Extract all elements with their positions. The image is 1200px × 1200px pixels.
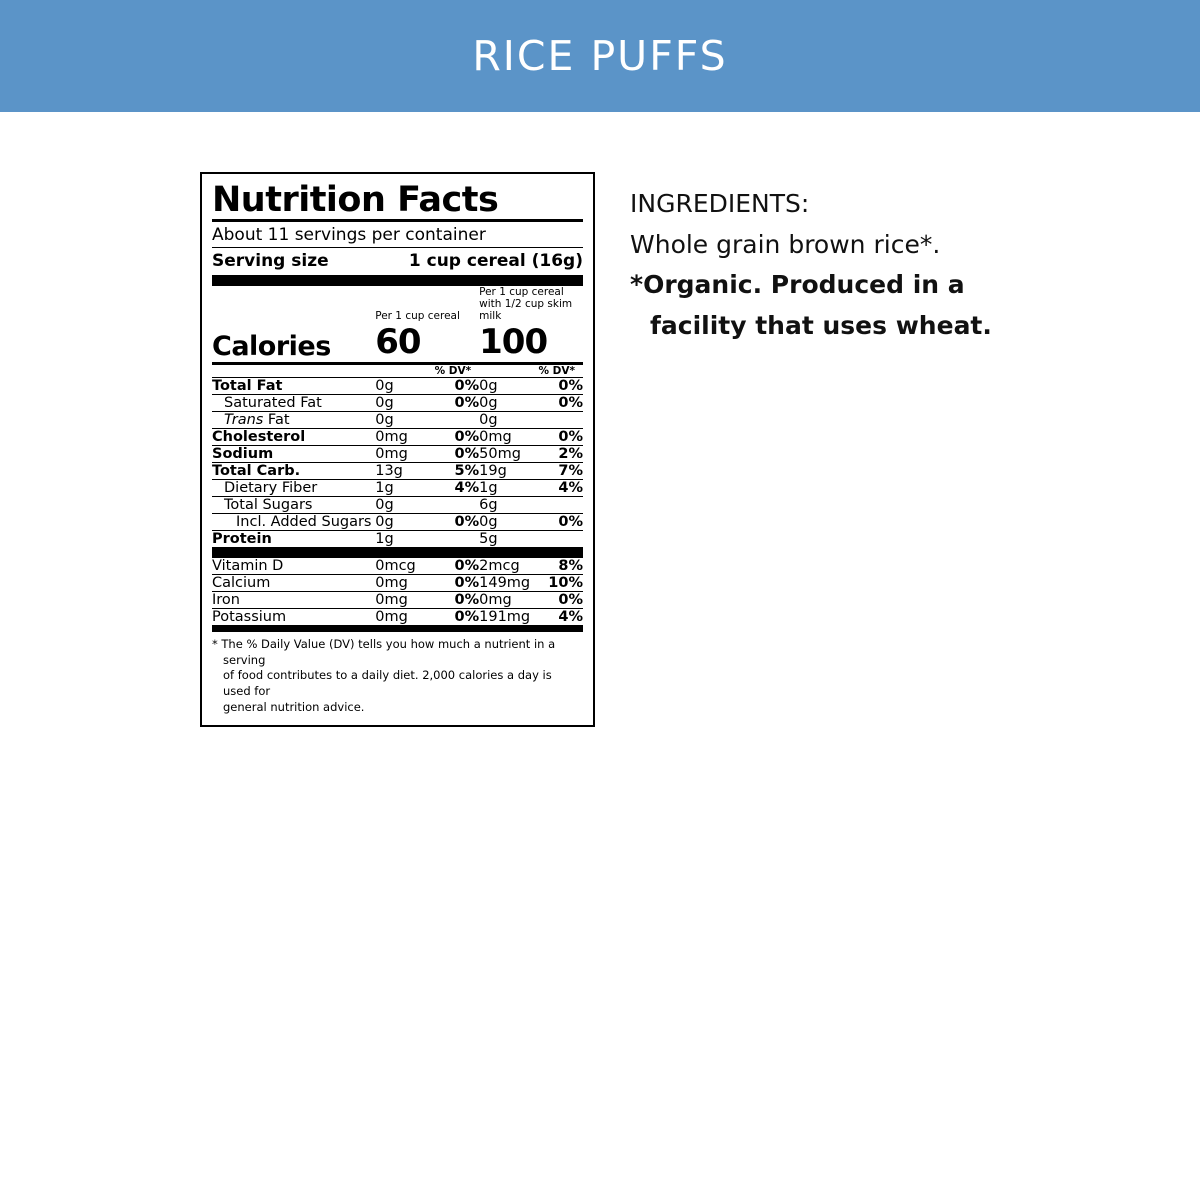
dv-header-a: % DV* bbox=[435, 363, 480, 377]
calories-value-b: 100 bbox=[479, 322, 583, 364]
col-b-amount: 0g bbox=[479, 513, 538, 530]
col-b-daily-value bbox=[538, 530, 583, 547]
col-a-daily-value: 0% bbox=[435, 592, 480, 609]
col-a-amount: 1g bbox=[375, 530, 434, 547]
nutrient-row bbox=[212, 479, 583, 496]
col-a-amount: 0mg bbox=[375, 609, 434, 626]
footnote-line-3: general nutrition advice. bbox=[223, 699, 365, 714]
vitamin-name: Potassium bbox=[212, 609, 375, 626]
col-a-daily-value: 0% bbox=[435, 558, 480, 575]
column-header-row bbox=[212, 286, 583, 322]
nutrient-name: Total Carb. bbox=[212, 462, 375, 479]
col-b-amount: 0mg bbox=[479, 592, 538, 609]
col-a-amount: 0g bbox=[375, 411, 434, 428]
col-b-amount: 149mg bbox=[479, 575, 538, 592]
column-a-header: Per 1 cup cereal bbox=[375, 309, 460, 322]
ingredients-line-2: *Organic. Produced in a bbox=[630, 270, 965, 299]
nutrient-row bbox=[212, 377, 583, 394]
col-a-daily-value: 0% bbox=[435, 513, 480, 530]
col-b-daily-value bbox=[538, 411, 583, 428]
servings-per-container: About 11 servings per container bbox=[212, 224, 486, 245]
col-b-daily-value: 4% bbox=[538, 479, 583, 496]
nutrient-name: Cholesterol bbox=[212, 428, 375, 445]
col-b-daily-value: 0% bbox=[538, 513, 583, 530]
nutrient-name-italic: Trans bbox=[224, 411, 264, 428]
col-a-amount: 13g bbox=[375, 462, 434, 479]
col-a-amount: 0mcg bbox=[375, 558, 434, 575]
footnote-line-2: of food contributes to a daily diet. 2,000 calories a day is used for bbox=[223, 668, 552, 698]
nutrient-name: Total Fat bbox=[212, 377, 375, 394]
col-a-amount: 0g bbox=[375, 394, 434, 411]
nutrient-row bbox=[212, 462, 583, 479]
ingredients-line-1: Whole grain brown rice*. bbox=[630, 229, 941, 259]
col-b-daily-value: 0% bbox=[538, 377, 583, 394]
col-a-daily-value bbox=[435, 496, 480, 513]
col-b-amount: 0mg bbox=[479, 428, 538, 445]
col-b-amount: 191mg bbox=[479, 609, 538, 626]
nutrient-name: Incl. Added Sugars bbox=[212, 513, 375, 530]
black-separator-row bbox=[212, 547, 583, 558]
nutrition-table bbox=[212, 286, 583, 627]
col-b-amount: 6g bbox=[479, 496, 538, 513]
nutrient-row bbox=[212, 394, 583, 411]
col-b-amount: 1g bbox=[479, 479, 538, 496]
nutrient-name: Dietary Fiber bbox=[212, 479, 375, 496]
dv-header-b: % DV* bbox=[538, 363, 583, 377]
col-b-amount: 19g bbox=[479, 462, 538, 479]
col-b-amount: 0g bbox=[479, 377, 538, 394]
spacer-cell bbox=[212, 286, 375, 322]
col-b-daily-value: 0% bbox=[538, 592, 583, 609]
calories-label: Calories bbox=[212, 322, 375, 364]
calories-row bbox=[212, 322, 583, 364]
nutrient-rows bbox=[212, 377, 583, 547]
serving-size-value: 1 cup cereal (16g) bbox=[408, 250, 583, 271]
nutrient-row bbox=[212, 411, 583, 428]
daily-value-footnote bbox=[212, 632, 583, 715]
vitamin-row bbox=[212, 592, 583, 609]
nutrient-name: Total Sugars bbox=[212, 496, 375, 513]
col-a-daily-value: 0% bbox=[435, 377, 480, 394]
col-a-amount: 1g bbox=[375, 479, 434, 496]
column-b-header bbox=[479, 286, 583, 322]
spacer-cell bbox=[375, 363, 434, 377]
col-a-daily-value bbox=[435, 411, 480, 428]
nutrient-row bbox=[212, 530, 583, 547]
nutrient-row bbox=[212, 496, 583, 513]
divider-thick-top bbox=[212, 275, 583, 286]
ingredients-block bbox=[630, 172, 992, 346]
nutrient-name: Protein bbox=[212, 530, 375, 547]
label-content bbox=[0, 112, 1200, 727]
ingredients-line-3: facility that uses wheat. bbox=[650, 310, 992, 340]
col-b-daily-value: 2% bbox=[538, 445, 583, 462]
col-a-daily-value: 0% bbox=[435, 394, 480, 411]
vitamin-row bbox=[212, 558, 583, 575]
spacer-cell bbox=[212, 363, 375, 377]
col-a-amount: 0mg bbox=[375, 592, 434, 609]
page-title: RICE PUFFS bbox=[472, 32, 728, 80]
col-a-daily-value: 0% bbox=[435, 609, 480, 626]
nutrient-name: Trans Fat bbox=[212, 411, 375, 428]
nutrient-row bbox=[212, 428, 583, 445]
col-b-amount: 5g bbox=[479, 530, 538, 547]
col-b-daily-value: 10% bbox=[538, 575, 583, 592]
calories-value-a: 60 bbox=[375, 322, 479, 364]
nutrition-facts-title: Nutrition Facts bbox=[212, 180, 499, 220]
col-a-daily-value: 0% bbox=[435, 428, 480, 445]
nutrient-name: Sodium bbox=[212, 445, 375, 462]
col-b-daily-value bbox=[538, 496, 583, 513]
col-a-amount: 0g bbox=[375, 496, 434, 513]
vitamin-name: Calcium bbox=[212, 575, 375, 592]
col-a-amount: 0mg bbox=[375, 445, 434, 462]
black-bar-name bbox=[212, 547, 375, 558]
col-a-daily-value: 5% bbox=[435, 462, 480, 479]
black-bar-b bbox=[479, 547, 583, 558]
col-a-daily-value bbox=[435, 530, 480, 547]
col-b-amount: 50mg bbox=[479, 445, 538, 462]
col-b-amount: 0g bbox=[479, 411, 538, 428]
ingredients-heading: INGREDIENTS: bbox=[630, 189, 810, 218]
spacer-cell bbox=[479, 363, 538, 377]
vitamin-name: Vitamin D bbox=[212, 558, 375, 575]
vitamin-rows bbox=[212, 558, 583, 626]
col-a-daily-value: 0% bbox=[435, 575, 480, 592]
dv-header-row bbox=[212, 363, 583, 377]
vitamin-row bbox=[212, 575, 583, 592]
column-b-header-line2: with 1/2 cup skim milk bbox=[479, 297, 573, 322]
col-b-daily-value: 0% bbox=[538, 428, 583, 445]
col-a-amount: 0g bbox=[375, 377, 434, 394]
column-b-header-line1: Per 1 cup cereal bbox=[479, 285, 564, 298]
footnote-line-1: * The % Daily Value (DV) tells you how much a nutrient in a serving bbox=[212, 637, 556, 667]
nutrient-row bbox=[212, 513, 583, 530]
col-b-daily-value: 8% bbox=[538, 558, 583, 575]
vitamin-name: Iron bbox=[212, 592, 375, 609]
col-a-daily-value: 0% bbox=[435, 445, 480, 462]
col-a-daily-value: 4% bbox=[435, 479, 480, 496]
serving-size-row bbox=[212, 248, 583, 275]
header-band bbox=[0, 0, 1200, 112]
nutrition-facts-panel bbox=[200, 172, 595, 727]
serving-size-label: Serving size bbox=[212, 250, 329, 271]
col-a-amount: 0g bbox=[375, 513, 434, 530]
nutrient-row bbox=[212, 445, 583, 462]
black-bar-a bbox=[375, 547, 479, 558]
col-a-amount: 0mg bbox=[375, 575, 434, 592]
col-b-amount: 0g bbox=[479, 394, 538, 411]
vitamin-row bbox=[212, 609, 583, 626]
col-b-daily-value: 7% bbox=[538, 462, 583, 479]
col-b-daily-value: 4% bbox=[538, 609, 583, 626]
col-b-amount: 2mcg bbox=[479, 558, 538, 575]
col-a-amount: 0mg bbox=[375, 428, 434, 445]
col-b-daily-value: 0% bbox=[538, 394, 583, 411]
nutrient-name: Saturated Fat bbox=[212, 394, 375, 411]
